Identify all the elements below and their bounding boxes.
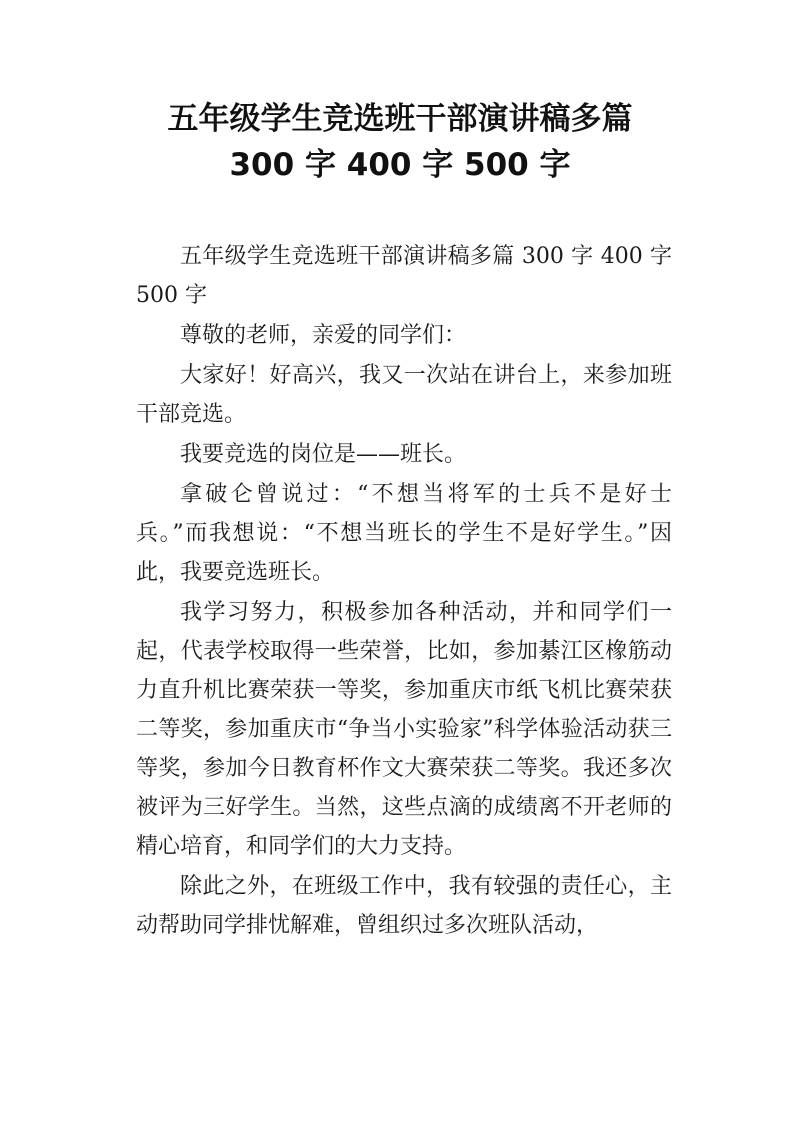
paragraph: 除此之外，在班级工作中，我有较强的责任心，主动帮助同学排忧解难，曾组织过多次班队活动，	[136, 874, 672, 938]
paragraph: 五年级学生竞选班干部演讲稿多篇 300 字 400 字 500 字	[136, 244, 672, 308]
paragraph: 拿破仑曾说过：“不想当将军的士兵不是好士兵。”而我想说：“不想当班长的学生不是好学生。”因此，我要竞选班长。	[136, 482, 672, 585]
document-body	[136, 237, 672, 946]
paragraph: 我学习努力，积极参加各种活动，并和同学们一起，代表学校取得一些荣誉，比如，参加綦江区橡筋动力直升机比赛荣获一等奖，参加重庆市纸飞机比赛荣获二等奖，参加重庆市“争当小实验家”科学体验活动获三等奖，参加今日教育杯作文大赛荣获二等奖。我还多次被评为三好学生。当然，这些点滴的成绩离不开老师的精心培育，和同学们的大力支持。	[136, 600, 672, 859]
paragraph: 大家好！好高兴，我又一次站在讲台上，来参加班干部竞选。	[136, 363, 672, 427]
title-line-2: 300 字 400 字 500 字	[229, 147, 571, 183]
paragraph: 我要竞选的岗位是——班长。	[180, 442, 467, 467]
paragraph: 尊敬的老师，亲爱的同学们：	[180, 323, 467, 348]
title-line-1: 五年级学生竞选班干部演讲稿多篇	[167, 101, 633, 137]
document-title	[0, 96, 800, 188]
